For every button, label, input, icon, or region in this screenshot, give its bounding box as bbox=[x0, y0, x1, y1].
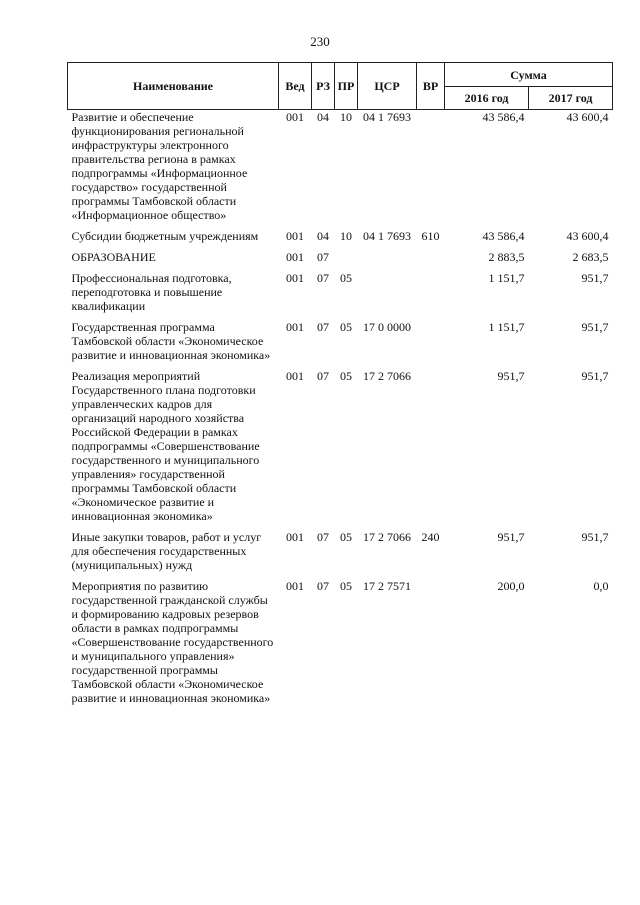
row-vr bbox=[417, 243, 445, 264]
row-rz: 07 bbox=[317, 530, 329, 544]
row-rz: 07 bbox=[317, 369, 329, 383]
header-ved: Вед bbox=[279, 63, 312, 110]
row-csr: 17 0 0000 bbox=[363, 320, 411, 334]
row-sum-2016: 1 151,7 bbox=[488, 271, 525, 285]
row-sum-2017: 0,0 bbox=[593, 579, 609, 593]
row-sum-2016: 2 883,5 bbox=[488, 250, 525, 264]
row-csr: 04 1 7693 bbox=[363, 110, 411, 124]
header-year-2017: 2017 год bbox=[529, 87, 613, 110]
table-row bbox=[68, 523, 613, 572]
page-number: 230 bbox=[310, 34, 330, 49]
row-pr: 05 bbox=[340, 320, 352, 334]
table-row bbox=[68, 243, 613, 264]
header-name: Наименование bbox=[68, 63, 279, 110]
row-sum-2017: 43 600,4 bbox=[566, 229, 609, 243]
row-rz: 07 bbox=[317, 271, 329, 285]
table-header bbox=[68, 63, 613, 110]
row-pr: 05 bbox=[340, 530, 352, 544]
row-name: Мероприятия по развитию государственной гражданской службы и формированию кадровых резервов области в рамках подпрограммы «Совершенствование государственного и муниципального управления» государственной программы Тамбовской области «Экономическое развитие и инновационная экономика» bbox=[71, 579, 274, 705]
row-name: ОБРАЗОВАНИЕ bbox=[71, 250, 156, 264]
row-ved: 001 bbox=[286, 369, 304, 383]
row-vr bbox=[417, 110, 445, 223]
row-name: Иные закупки товаров, работ и услуг для обеспечения государственных (муниципальных) нужд bbox=[71, 530, 262, 572]
table-row bbox=[68, 222, 613, 243]
row-sum-2016: 951,7 bbox=[497, 369, 525, 383]
row-sum-2016: 200,0 bbox=[497, 579, 525, 593]
row-name: Развитие и обеспечение функционирования региональной инфраструктуры электронного правительства региона в рамках подпрограммы «Информационное государство» государственной программы Тамбовской области «Информационное общество» bbox=[71, 110, 248, 222]
row-csr: 17 2 7066 bbox=[363, 530, 411, 544]
row-rz: 04 bbox=[317, 110, 329, 124]
row-name: Профессиональная подготовка, переподготовка и повышение квалификации bbox=[71, 271, 232, 313]
row-csr bbox=[358, 264, 417, 313]
row-sum-2016: 43 586,4 bbox=[482, 110, 525, 124]
row-ved: 001 bbox=[286, 250, 304, 264]
row-pr: 10 bbox=[340, 229, 352, 243]
row-ved: 001 bbox=[286, 579, 304, 593]
header-csr: ЦСР bbox=[358, 63, 417, 110]
row-sum-2016: 951,7 bbox=[497, 530, 525, 544]
row-csr: 04 1 7693 bbox=[363, 229, 411, 243]
row-vr: 240 bbox=[421, 530, 440, 544]
row-ved: 001 bbox=[286, 229, 304, 243]
header-vr: ВР bbox=[417, 63, 445, 110]
row-sum-2017: 43 600,4 bbox=[566, 110, 609, 124]
row-vr: 610 bbox=[421, 229, 440, 243]
row-ved: 001 bbox=[286, 320, 304, 334]
row-pr: 05 bbox=[340, 369, 352, 383]
row-sum-2016: 1 151,7 bbox=[488, 320, 525, 334]
row-ved: 001 bbox=[286, 530, 304, 544]
row-vr bbox=[417, 264, 445, 313]
row-pr: 10 bbox=[340, 110, 352, 124]
row-rz: 07 bbox=[317, 250, 329, 264]
row-pr: 05 bbox=[340, 271, 352, 285]
header-year-2016: 2016 год bbox=[445, 87, 529, 110]
table-row bbox=[68, 362, 613, 523]
row-rz: 07 bbox=[317, 320, 329, 334]
row-pr bbox=[335, 243, 358, 264]
row-sum-2017: 951,7 bbox=[581, 530, 609, 544]
row-sum-2016: 43 586,4 bbox=[482, 229, 525, 243]
table-row bbox=[68, 572, 613, 705]
row-sum-2017: 2 683,5 bbox=[572, 250, 609, 264]
row-sum-2017: 951,7 bbox=[581, 271, 609, 285]
row-ved: 001 bbox=[286, 271, 304, 285]
table-row bbox=[68, 264, 613, 313]
row-csr: 17 2 7066 bbox=[363, 369, 411, 383]
header-rz: РЗ bbox=[312, 63, 335, 110]
row-vr bbox=[417, 572, 445, 705]
row-vr bbox=[417, 313, 445, 362]
table-row bbox=[68, 313, 613, 362]
table-body bbox=[68, 110, 613, 706]
row-rz: 04 bbox=[317, 229, 329, 243]
row-name: Реализация мероприятий Государственного плана подготовки управленческих кадров для организаций народного хозяйства Российской Федерации в рамках подпрограммы «Совершенствование государственного и муниципального управления» государственной программы Тамбовской области «Экономическое развитие и инновационная экономика» bbox=[71, 369, 260, 523]
row-name: Государственная программа Тамбовской области «Экономическое развитие и инновационная экономика» bbox=[71, 320, 271, 362]
row-csr bbox=[358, 243, 417, 264]
row-ved: 001 bbox=[286, 110, 304, 124]
row-sum-2017: 951,7 bbox=[581, 320, 609, 334]
row-rz: 07 bbox=[317, 579, 329, 593]
budget-table bbox=[67, 62, 613, 705]
header-sum: Сумма bbox=[445, 63, 613, 87]
row-vr bbox=[417, 362, 445, 523]
header-pr: ПР bbox=[335, 63, 358, 110]
row-sum-2017: 951,7 bbox=[581, 369, 609, 383]
table-row bbox=[68, 110, 613, 223]
row-name: Субсидии бюджетным учреждениям bbox=[71, 229, 259, 243]
row-pr: 05 bbox=[340, 579, 352, 593]
row-csr: 17 2 7571 bbox=[363, 579, 411, 593]
